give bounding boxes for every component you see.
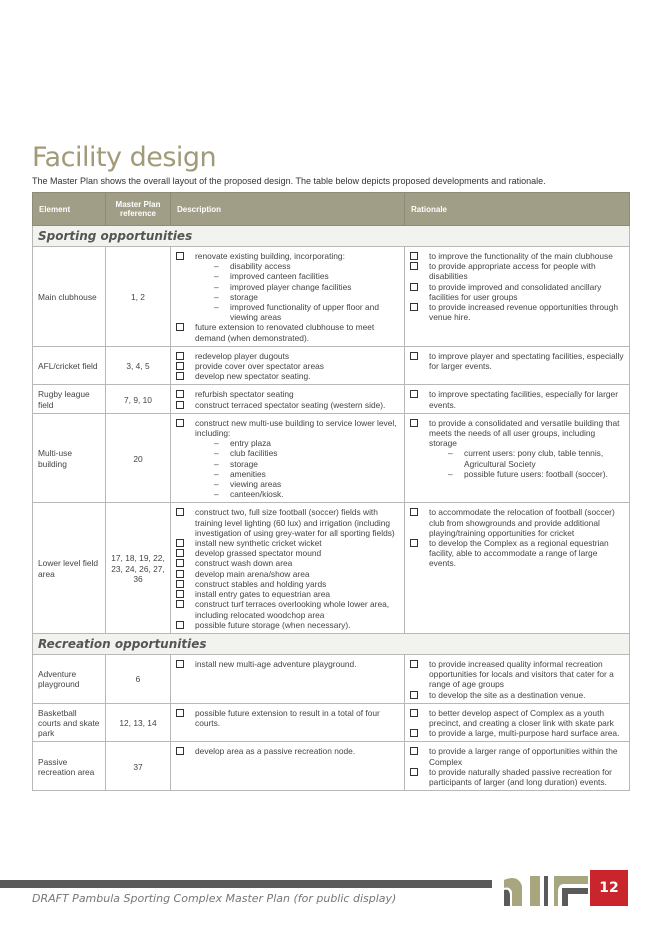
bullet-text: construct stables and holding yards <box>195 578 327 589</box>
checkbox-bullet-item <box>410 728 624 738</box>
bullet-list <box>176 746 399 756</box>
bullet-text: construct wash down area <box>195 558 293 569</box>
bullet-list <box>410 418 624 479</box>
element-cell: Rugby league field <box>33 385 106 413</box>
bullet-text: install new multi-age adventure playground. <box>195 658 357 669</box>
bullet-text: develop new spectator seating. <box>195 371 311 382</box>
bullet-text: install entry gates to equestrian area <box>195 589 331 600</box>
ref-cell: 6 <box>106 654 171 703</box>
dash-sub-item: – improved functionality of upper floor and viewing areas <box>214 302 399 322</box>
checkbox-bullet-item <box>176 389 399 399</box>
bullet-text: future extension to renovated clubhouse to meet demand (when demonstrated). <box>195 322 375 343</box>
rationale-cell <box>405 385 630 413</box>
bullet-text: construct terraced spectator seating (western side). <box>195 399 386 410</box>
table-row <box>33 742 630 791</box>
checkbox-bullet-item <box>176 361 399 371</box>
ref-cell: 12, 13, 14 <box>106 703 171 742</box>
bullet-list <box>410 507 624 568</box>
bullet-text: construct turf terraces overlooking whole lower area, including relocated woodchop area <box>195 599 390 620</box>
table-row <box>33 654 630 703</box>
dash-sub-item: – storage <box>214 292 399 302</box>
footer-bar <box>0 880 492 888</box>
description-cell <box>171 654 405 703</box>
checkbox-bullet-item <box>176 351 399 361</box>
checkbox-bullet-item <box>410 261 624 281</box>
bullet-text: to improve the functionality of the main clubhouse <box>429 251 613 261</box>
dash-sub-item: – entry plaza <box>214 438 399 448</box>
bullet-text: develop area as a passive recreation node. <box>195 746 356 757</box>
checkbox-bullet-item <box>176 620 399 630</box>
bullet-text: possible future storage (when necessary). <box>195 619 351 630</box>
bullet-text: renovate existing building, incorporating: <box>195 251 345 261</box>
checkbox-bullet-item <box>176 251 399 322</box>
bullet-text: provide cover over spectator areas <box>195 361 324 372</box>
bullet-text: to provide a large, multi-purpose hard surface area. <box>429 728 620 739</box>
bullet-list <box>176 659 399 669</box>
checkbox-bullet-item <box>176 599 399 619</box>
bullet-list <box>410 251 624 322</box>
description-cell <box>171 385 405 413</box>
checkbox-bullet-item <box>176 558 399 568</box>
ref-cell: 7, 9, 10 <box>106 385 171 413</box>
bullet-list <box>176 708 399 728</box>
checkbox-bullet-item <box>176 507 399 538</box>
checkbox-bullet-item <box>176 569 399 579</box>
bullet-list <box>176 418 399 500</box>
header-rationale: Rationale <box>405 193 630 226</box>
bullet-list <box>410 389 624 409</box>
checkbox-bullet-item <box>410 351 624 371</box>
bullet-text: to improve spectating facilities, especially for larger events. <box>429 389 618 410</box>
checkbox-bullet-item <box>176 418 399 500</box>
council-logo-icon <box>500 868 590 908</box>
checkbox-bullet-item <box>410 418 624 479</box>
checkbox-bullet-item <box>176 322 399 342</box>
checkbox-bullet-item <box>410 708 624 728</box>
facility-table <box>32 192 630 791</box>
intro-text: The Master Plan shows the overall layout of the proposed design. The table below depicts proposed developments and rationale. <box>32 176 546 186</box>
bullet-list <box>410 746 624 787</box>
checkbox-bullet-item <box>176 708 399 728</box>
checkbox-bullet-item <box>410 659 624 690</box>
description-cell <box>171 703 405 742</box>
checkbox-bullet-item <box>410 690 624 700</box>
bullet-text: to better develop aspect of Complex as a youth precinct, and creating a closer link with skate park <box>429 707 614 728</box>
rationale-cell <box>405 413 630 503</box>
bullet-text: to provide appropriate access for people with disabilities <box>429 261 596 282</box>
dash-sub-item: – club facilities <box>214 448 399 458</box>
bullet-text: to provide a larger range of opportunities within the Complex <box>429 746 618 767</box>
bullet-text: to accommodate the relocation of football (soccer) club from showgrounds and provide additional playing/training opportunities for cricket <box>429 507 615 538</box>
ref-cell: 1, 2 <box>106 247 171 347</box>
ref-cell: 20 <box>106 413 171 503</box>
element-cell: Lower level field area <box>33 503 106 633</box>
bullet-text: to provide a consolidated and versatile building that meets the needs of all user groups, including storage <box>429 417 620 449</box>
checkbox-bullet-item <box>410 251 624 261</box>
rationale-cell <box>405 503 630 633</box>
bullet-list <box>176 251 399 343</box>
checkbox-bullet-item <box>176 548 399 558</box>
dash-sub-item: – viewing areas <box>214 479 399 489</box>
dash-sub-item: – possible future users: football (soccer). <box>448 469 624 479</box>
table-header-row <box>33 193 630 226</box>
bullet-list <box>410 708 624 739</box>
checkbox-bullet-item <box>176 538 399 548</box>
table-row <box>33 703 630 742</box>
bullet-text: possible future extension to result in a total of four courts. <box>195 707 380 728</box>
bullet-text: develop main arena/show area <box>195 568 310 579</box>
sub-list <box>429 448 624 479</box>
description-cell <box>171 503 405 633</box>
header-description: Description <box>171 193 405 226</box>
rationale-cell <box>405 247 630 347</box>
dash-sub-item: – improved canteen facilities <box>214 271 399 281</box>
dash-sub-item: – storage <box>214 459 399 469</box>
checkbox-bullet-item <box>410 538 624 569</box>
table-row <box>33 503 630 633</box>
footer-text: DRAFT Pambula Sporting Complex Master Plan (for public display) <box>32 892 397 905</box>
section-title: Recreation opportunities <box>33 633 630 654</box>
bullet-list <box>410 351 624 371</box>
checkbox-bullet-item <box>176 746 399 756</box>
checkbox-bullet-item <box>410 746 624 766</box>
table-row <box>33 413 630 503</box>
element-cell: AFL/cricket field <box>33 346 106 385</box>
dash-sub-item: – improved player change facilities <box>214 282 399 292</box>
dash-sub-item: – canteen/kiosk. <box>214 489 399 499</box>
bullet-list <box>176 389 399 409</box>
table-body <box>33 226 630 791</box>
checkbox-bullet-item <box>176 659 399 669</box>
checkbox-bullet-item <box>176 579 399 589</box>
checkbox-bullet-item <box>176 589 399 599</box>
dash-sub-item: – amenities <box>214 469 399 479</box>
checkbox-bullet-item <box>176 400 399 410</box>
bullet-list <box>176 351 399 382</box>
section-row <box>33 633 630 654</box>
element-cell: Basketball courts and skate park <box>33 703 106 742</box>
checkbox-bullet-item <box>176 371 399 381</box>
ref-cell: 37 <box>106 742 171 791</box>
checkbox-bullet-item <box>410 389 624 409</box>
bullet-text: refurbish spectator seating <box>195 389 294 400</box>
bullet-text: redevelop player dugouts <box>195 350 290 361</box>
table-row <box>33 346 630 385</box>
section-title: Sporting opportunities <box>33 226 630 247</box>
dash-sub-item: – current users: pony club, table tennis, Agricultural Society <box>448 448 624 468</box>
sub-list <box>195 438 399 499</box>
bullet-text: to provide improved and consolidated ancillary facilities for user groups <box>429 281 602 302</box>
checkbox-bullet-item <box>410 282 624 302</box>
checkbox-bullet-item <box>410 507 624 538</box>
bullet-text: to provide naturally shaded passive recreation for participants of larger (and long duration) events. <box>429 766 612 787</box>
table-row <box>33 385 630 413</box>
dash-sub-item: – disability access <box>214 261 399 271</box>
element-cell: Adventure playground <box>33 654 106 703</box>
description-cell <box>171 346 405 385</box>
rationale-cell <box>405 742 630 791</box>
bullet-text: install new synthetic cricket wicket <box>195 538 322 549</box>
header-element: Element <box>33 193 106 226</box>
header-ref: Master Plan reference <box>106 193 171 226</box>
section-row <box>33 226 630 247</box>
bullet-list <box>410 659 624 700</box>
rationale-cell <box>405 346 630 385</box>
bullet-list <box>176 507 399 629</box>
description-cell <box>171 247 405 347</box>
page-number: 12 <box>590 870 628 906</box>
sub-list <box>195 261 399 322</box>
bullet-text: to develop the Complex as a regional equestrian facility, able to accommodate a range of large events. <box>429 538 609 569</box>
element-cell: Main clubhouse <box>33 247 106 347</box>
rationale-cell <box>405 703 630 742</box>
description-cell <box>171 742 405 791</box>
checkbox-bullet-item <box>410 767 624 787</box>
bullet-text: develop grassed spectator mound <box>195 548 322 559</box>
bullet-text: to provide increased quality informal recreation opportunities for locals and visitors that cater for a range of age groups <box>429 658 614 690</box>
description-cell <box>171 413 405 503</box>
checkbox-bullet-item <box>410 302 624 322</box>
bullet-text: construct two, full size football (soccer) fields with training level lighting (60 lux) and irrigation (including investigation of using grey-water for all sporting fields) <box>195 507 395 538</box>
element-cell: Passive recreation area <box>33 742 106 791</box>
bullet-text: to improve player and spectating facilities, especially for larger events. <box>429 350 624 372</box>
bullet-text: to develop the site as a destination venue. <box>429 689 586 700</box>
bullet-text: to provide increased revenue opportunities through venue hire. <box>429 302 619 323</box>
ref-cell: 3, 4, 5 <box>106 346 171 385</box>
element-cell: Multi-use building <box>33 413 106 503</box>
ref-cell: 17, 18, 19, 22, 23, 24, 26, 27, 36 <box>106 503 171 633</box>
bullet-text: construct new multi-use building to service lower level, including: <box>195 417 397 439</box>
page-title: Facility design <box>32 142 217 173</box>
table-row <box>33 247 630 347</box>
rationale-cell <box>405 654 630 703</box>
